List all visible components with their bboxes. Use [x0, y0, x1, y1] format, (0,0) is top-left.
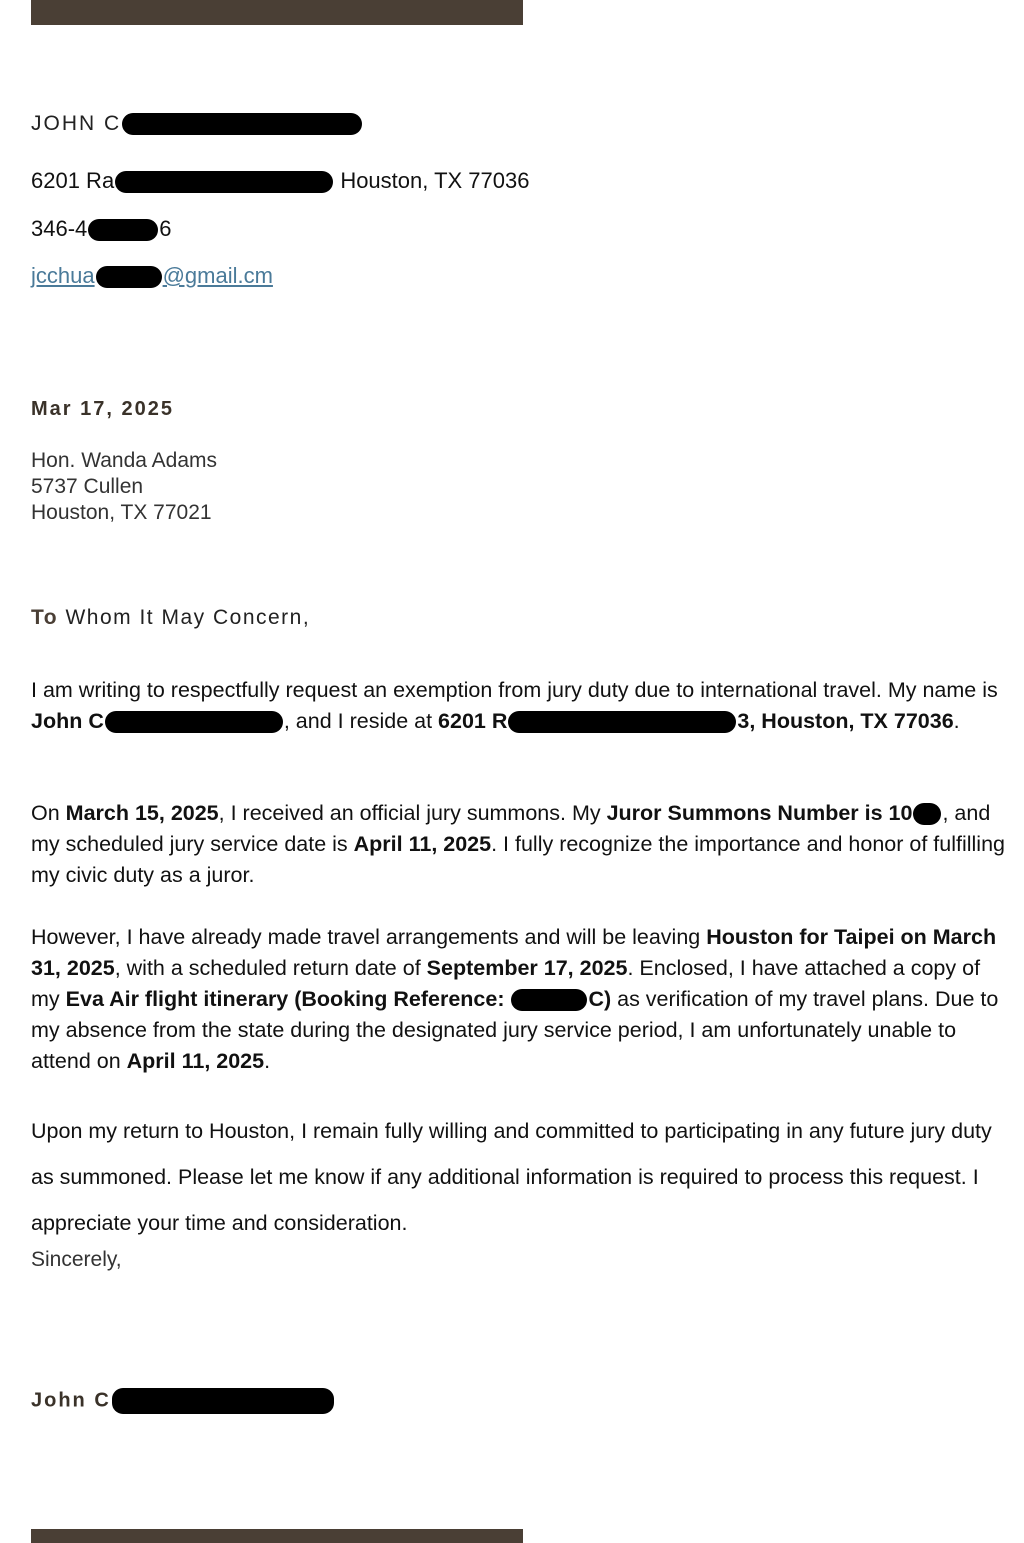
paragraph-summons	[31, 798, 1006, 891]
bold-itinerary: Eva Air flight itinerary (Booking Reference:	[65, 987, 511, 1011]
redaction-mark	[105, 711, 283, 733]
salutation-to: To	[31, 606, 59, 629]
redaction-mark	[913, 803, 941, 825]
footer-bar	[31, 1529, 523, 1543]
text: , I received an official jury summons. My	[218, 801, 607, 825]
letter-date: Mar 17, 2025	[31, 398, 174, 420]
sender-address-suffix: Houston, TX 77036	[340, 168, 530, 193]
sender-name-text: JOHN C	[31, 112, 122, 135]
text: , with a scheduled return date of	[114, 956, 427, 980]
text: On	[31, 801, 66, 825]
salutation	[31, 606, 310, 630]
paragraph-intro	[31, 675, 1006, 737]
recipient-block	[31, 448, 217, 526]
redaction-mark	[96, 266, 162, 288]
bold-name: John C	[31, 709, 104, 733]
redaction-mark	[122, 113, 362, 135]
recipient-street: 5737 Cullen	[31, 475, 144, 498]
text: I am writing to respectfully request an exemption from jury duty due to international travel. My name is	[31, 678, 998, 702]
header-bar	[31, 0, 523, 25]
closing: Sincerely,	[31, 1248, 122, 1271]
signature-name: John C	[31, 1389, 111, 1412]
sender-email-suffix: @gmail.cm	[162, 263, 273, 288]
sender-address	[31, 168, 529, 194]
redaction-mark	[88, 219, 158, 241]
recipient-name: Hon. Wanda Adams	[31, 449, 217, 472]
text: . Enclosed, I have attached a copy of my	[31, 956, 981, 1011]
sender-address-prefix: 6201 Ra	[31, 168, 115, 193]
bold-address: 6201 R	[438, 709, 508, 733]
redaction-mark	[511, 989, 587, 1011]
text: However, I have already made travel arrangements and will be leaving	[31, 925, 707, 949]
paragraph-travel	[31, 922, 1006, 1077]
text: . I fully recognize the importance and honor of fulfilling my civic duty as a juror.	[31, 832, 1005, 887]
sender-name	[31, 112, 363, 136]
paragraph-return	[31, 1108, 1006, 1246]
bold-travel: Houston for Taipei on March 31, 2025	[31, 925, 997, 980]
signature	[31, 1388, 335, 1414]
sender-email-prefix: jcchua	[31, 263, 95, 288]
paragraph-return-text: Upon my return to Houston, I remain fully willing and committed to participating in any future jury duty as summoned. Please let me know if any additional information is required to process this request. I appreciate your time and consideration.	[31, 1119, 992, 1235]
bold-summons-number: Juror Summons Number is 10	[606, 801, 913, 825]
text: .	[953, 709, 960, 733]
salutation-rest: Whom It May Concern,	[65, 606, 311, 629]
text: , and I reside at	[283, 709, 439, 733]
sender-email-link[interactable]	[31, 263, 273, 289]
bold-address-end: 3, Houston, TX 77036	[737, 709, 954, 733]
redaction-mark	[115, 171, 333, 193]
redaction-mark	[112, 1388, 334, 1414]
text: .	[264, 1049, 271, 1073]
recipient-city: Houston, TX 77021	[31, 501, 212, 524]
sender-phone-prefix: 346-4	[31, 216, 88, 241]
text: , and my scheduled jury service date is	[31, 801, 991, 856]
bold-booking-end: C)	[588, 987, 612, 1011]
sender-phone	[31, 216, 172, 242]
bold-date: April 11, 2025	[126, 1049, 265, 1073]
redaction-mark	[508, 711, 736, 733]
text: as verification of my travel plans. Due to my absence from the state during the designated jury service period, I am unfortunately unable to attend on	[31, 987, 999, 1073]
bold-date: March 15, 2025	[65, 801, 219, 825]
sender-phone-suffix: 6	[159, 216, 172, 241]
bold-date: April 11, 2025	[353, 832, 492, 856]
bold-date: September 17, 2025	[426, 956, 628, 980]
